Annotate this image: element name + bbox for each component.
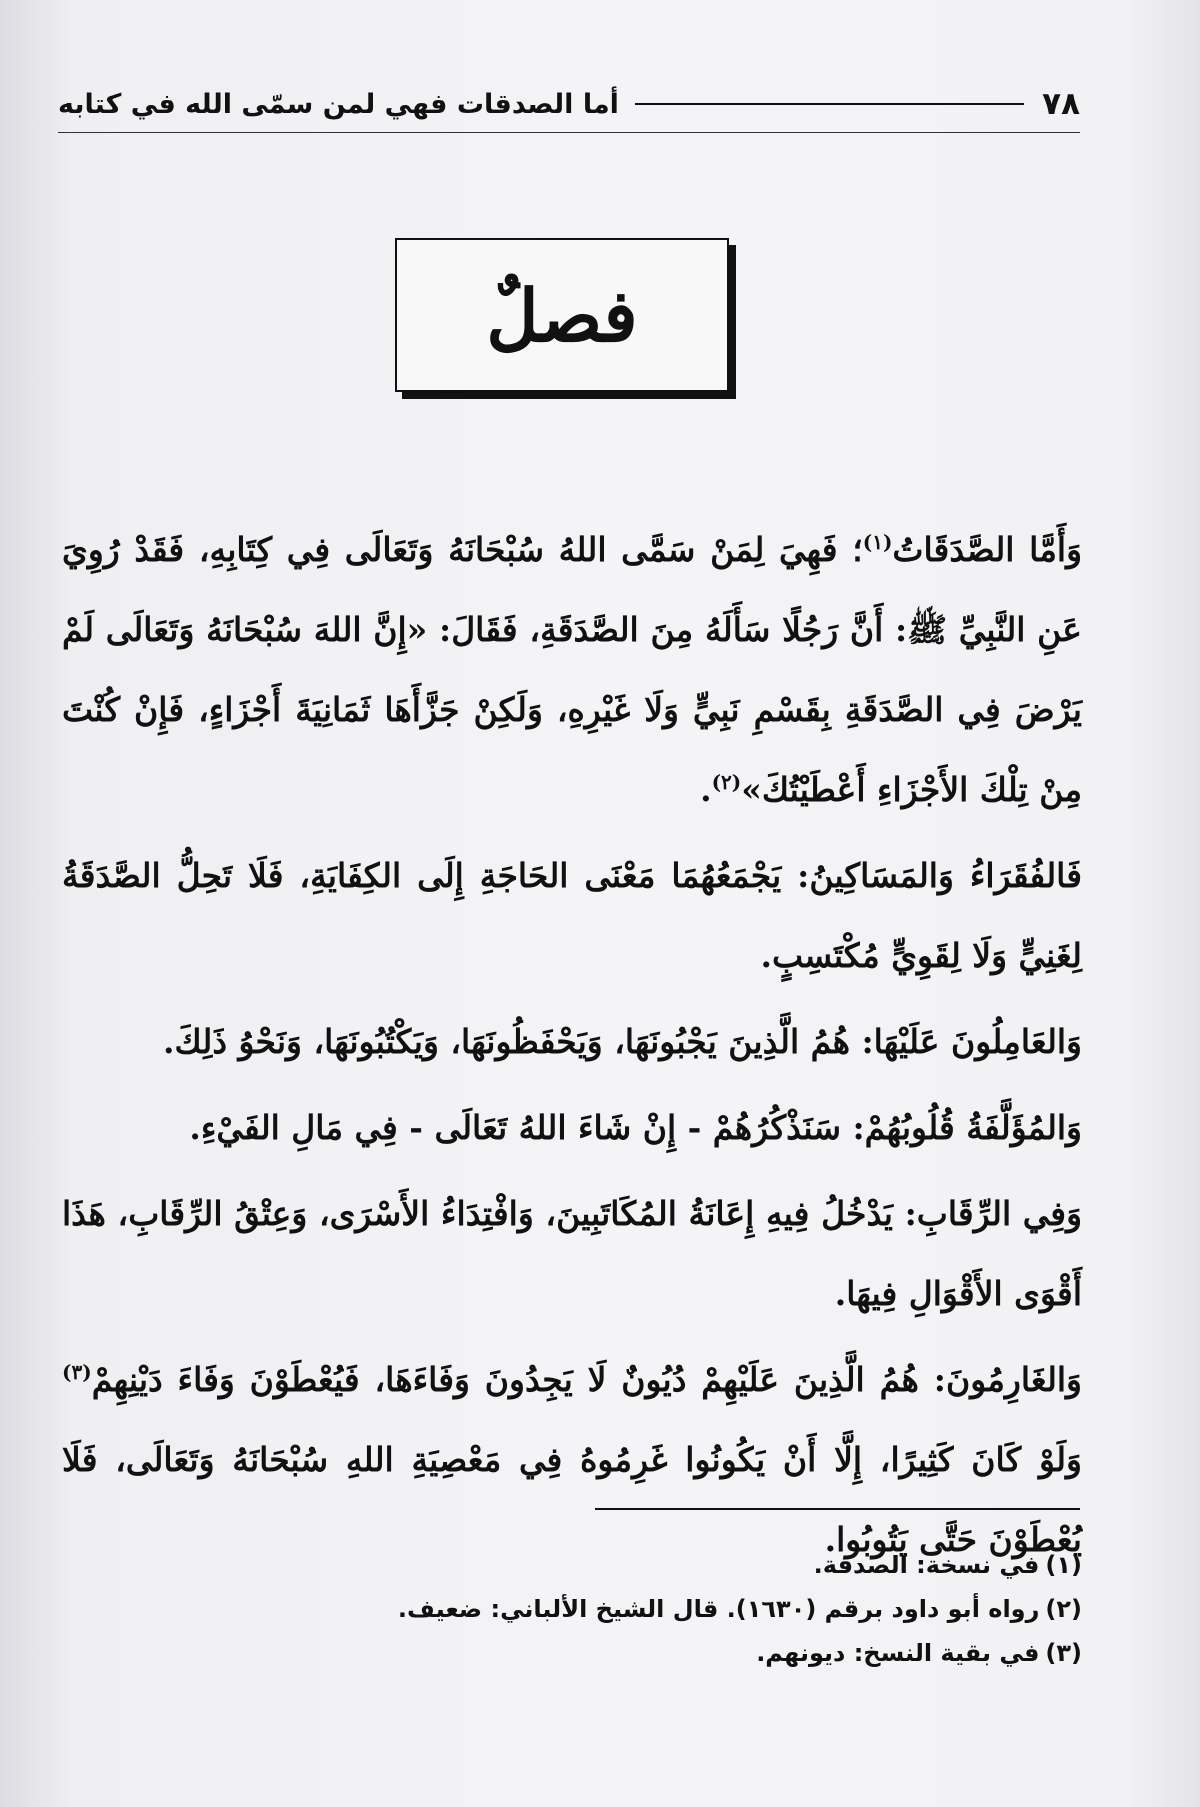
paragraph-sadaqat-part-1: وَأَمَّا الصَّدَقَاتُ	[892, 530, 1083, 569]
footnotes	[62, 1543, 1082, 1675]
page-number: ٧٨	[1042, 86, 1080, 122]
paragraph-gharimun-part-2: وَلَوْ كَانَ كَثِيرًا، إِلَّا أَنْ يَكُونُوا غَرِمُوهُ فِي مَعْصِيَةِ اللهِ سُبْحَانَهُ وَتَعَالَى، فَلَا يُعْطَوْنَ حَتَّى يَتُوبُوا.	[62, 1440, 1082, 1559]
footnote-text: في بقية النسخ: ديونهم.	[756, 1639, 1040, 1667]
footnote-ref-1[interactable]: (١)	[862, 530, 893, 554]
footnote-divider	[595, 1508, 1080, 1510]
paragraph-sadaqat-part-2: ؛ فَهِيَ لِمَنْ سَمَّى اللهُ سُبْحَانَهُ وَتَعَالَى فِي كِتَابِهِ، فَقَدْ رُوِيَ عَنِ النَّبِيِّ ﷺ: أَنَّ رَجُلًا سَأَلَهُ مِنَ الصَّدَقَةِ، فَقَالَ: «إِنَّ اللهَ سُبْحَانَهُ وَتَعَالَى لَمْ يَرْضَ فِي الصَّدَقَةِ بِقَسْمِ نَبِيٍّ وَلَا غَيْرِهِ، وَلَكِنْ جَزَّأَهَا ثَمَانِيَةَ أَجْزَاءٍ، فَإِنْ كُنْتَ مِنْ تِلْكَ الأَجْزَاءِ أَعْطَيْتُكَ»	[62, 530, 1082, 809]
footnote-3	[62, 1631, 1082, 1675]
footnote-number: (٣)	[1045, 1639, 1082, 1667]
footnote-1	[62, 1543, 1082, 1587]
main-text	[62, 510, 1082, 1586]
footnote-text: رواه أبو داود برقم (١٦٣٠). قال الشيخ الألباني: ضعيف.	[397, 1595, 1040, 1623]
section-heading-frame	[395, 238, 729, 392]
paragraph-amilun: وَالعَامِلُونَ عَلَيْهَا: هُمُ الَّذِينَ يَجْبُونَهَا، وَيَحْفَظُونَهَا، وَيَكْتُبُونَهَا، وَنَحْوُ ذَلِكَ.	[162, 1022, 1082, 1061]
running-title: أما الصدقات فهي لمن سمّى الله في كتابه	[58, 88, 619, 120]
paragraph-gharimun-part-1: وَالغَارِمُونَ: هُمُ الَّذِينَ عَلَيْهِمْ دُيُونٌ لَا يَجِدُونَ وَفَاءَهَا، فَيُعْطَوْنَ وَفَاءَ دَيْنِهِمْ	[91, 1360, 1082, 1399]
page-header	[58, 78, 1080, 130]
paragraph-sadaqat	[62, 510, 1082, 830]
section-title: فصلٌ	[486, 272, 638, 358]
paragraph-muallafa: وَالمُؤَلَّفَةُ قُلُوبُهُمْ: سَنَذْكُرُهُمْ - إِنْ شَاءَ اللهُ تَعَالَى - فِي مَالِ الفَيْءِ.	[189, 1108, 1082, 1147]
footnote-ref-2[interactable]: (٢)	[711, 770, 742, 794]
paragraph-riqab: وَفِي الرِّقَابِ: يَدْخُلُ فِيهِ إِعَانَةُ المُكَاتَبِينَ، وَافْتِدَاءُ الأَسْرَى، وَعِتْقُ الرِّقَابِ، هَذَا أَقْوَى الأَقْوَالِ فِيهَا.	[62, 1194, 1082, 1313]
paragraph-fuqara: فَالفُقَرَاءُ وَالمَسَاكِينُ: يَجْمَعُهُمَا مَعْنَى الحَاجَةِ إِلَى الكِفَايَةِ، فَلَا تَحِلُّ الصَّدَقَةُ لِغَنِيٍّ وَلَا لِقَوِيٍّ مُكْتَسِبٍ.	[62, 856, 1082, 975]
footnote-text: في نسخة: الصدقة.	[813, 1551, 1040, 1579]
footnote-number: (١)	[1045, 1551, 1082, 1579]
footnote-number: (٢)	[1045, 1595, 1082, 1623]
header-title-rule	[635, 103, 1024, 105]
header-divider	[58, 132, 1080, 133]
footnote-ref-3[interactable]: (٣)	[62, 1360, 92, 1384]
paragraph-sadaqat-part-3: .	[700, 770, 712, 809]
footnote-2	[62, 1587, 1082, 1631]
